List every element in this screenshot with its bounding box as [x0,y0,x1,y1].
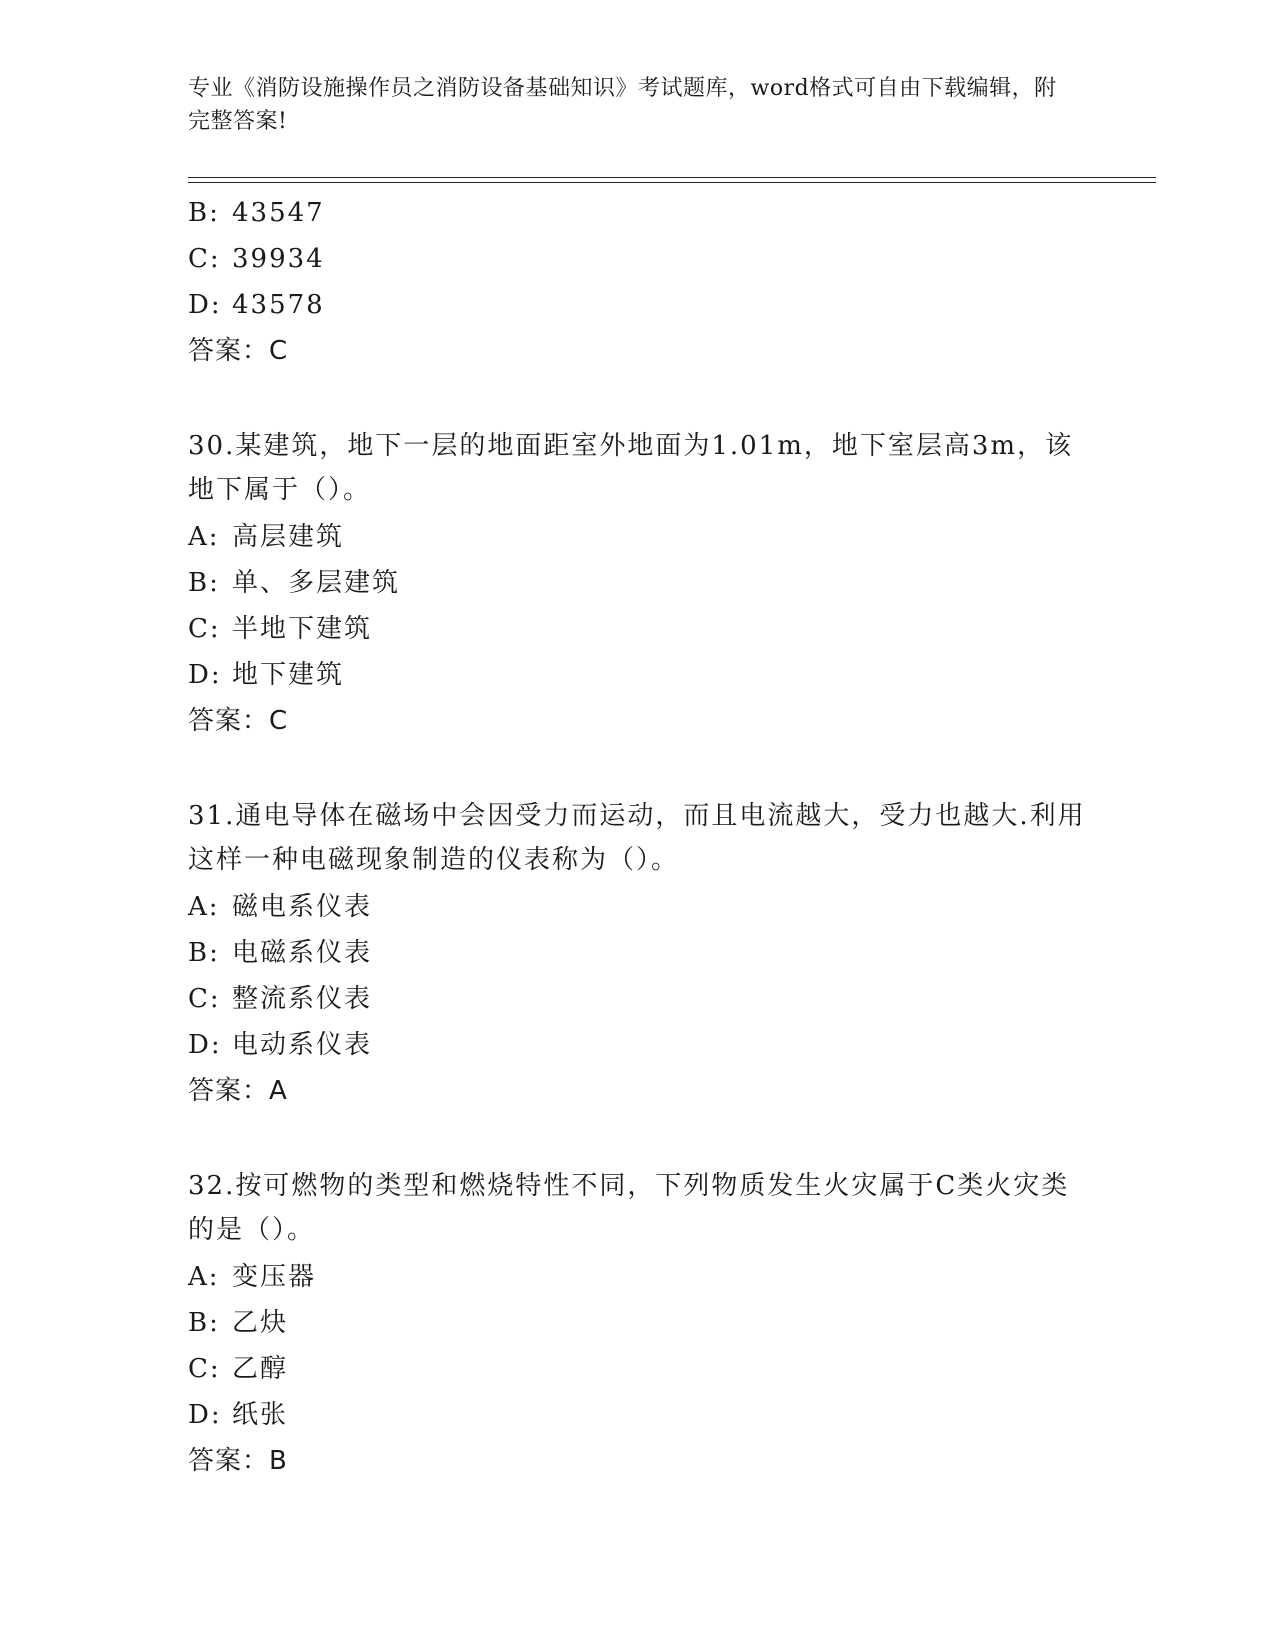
option-d [188,1392,1088,1438]
option-label: C: [188,614,221,644]
option-d [188,282,1088,328]
option-label: B: [188,198,220,228]
option-a [188,1254,1088,1300]
option-label: C: [188,984,221,1014]
option-text: 乙炔 [232,1308,289,1338]
option-label: C: [188,244,221,274]
option-label: D: [188,660,222,690]
option-label: A: [188,522,220,552]
option-label: D: [188,1400,222,1430]
option-text: 地下建筑 [232,660,345,690]
question-31 [188,794,1088,1114]
option-b [188,560,1088,606]
option-a [188,514,1088,560]
option-label: D: [188,290,222,320]
option-c [188,606,1088,652]
option-text: 电动系仪表 [232,1030,373,1060]
question-list [188,190,1088,1484]
option-text: 乙醇 [232,1354,289,1384]
option-text: 43578 [232,290,325,320]
question-29-continued [188,190,1088,374]
document-header: 专业《消防设施操作员之消防设备基础知识》考试题库，word格式可自由下载编辑，附完整答案! [188,76,1057,134]
option-text: 整流系仪表 [232,984,373,1014]
question-32 [188,1164,1088,1484]
option-text: 单、多层建筑 [232,568,401,598]
answer-line: 答案：A [188,1076,288,1106]
header-divider-top [188,177,1156,178]
option-text: 高层建筑 [232,522,345,552]
option-c [188,236,1088,282]
option-d [188,1022,1088,1068]
option-text: 半地下建筑 [232,614,373,644]
option-label: A: [188,892,220,922]
answer-line: 答案：C [188,336,289,366]
question-stem: 30.某建筑，地下一层的地面距室外地面为1.01m，地下室层高3m，该地下属于（）。 [188,431,1074,505]
question-stem: 32.按可燃物的类型和燃烧特性不同，下列物质发生火灾属于C类火灾类的是（）。 [188,1171,1070,1245]
option-b [188,1300,1088,1346]
option-c [188,1346,1088,1392]
question-30 [188,424,1088,744]
header-divider-bottom [188,182,1156,183]
option-text: 纸张 [232,1400,289,1430]
option-label: B: [188,938,220,968]
option-b [188,190,1088,236]
question-stem: 31.通电导体在磁场中会因受力而运动，而且电流越大，受力也越大.利用这样一种电磁现象制造的仪表称为（）。 [188,801,1086,875]
option-c [188,976,1088,1022]
option-text: 39934 [232,244,325,274]
option-b [188,930,1088,976]
answer-line: 答案：C [188,706,289,736]
option-text: 磁电系仪表 [232,892,373,922]
option-label: D: [188,1030,222,1060]
option-d [188,652,1088,698]
option-label: B: [188,1308,220,1338]
option-label: A: [188,1262,220,1292]
answer-line: 答案：B [188,1446,288,1476]
option-a [188,884,1088,930]
option-text: 43547 [232,198,325,228]
option-text: 电磁系仪表 [232,938,373,968]
option-text: 变压器 [232,1262,317,1292]
option-label: C: [188,1354,221,1384]
option-label: B: [188,568,220,598]
